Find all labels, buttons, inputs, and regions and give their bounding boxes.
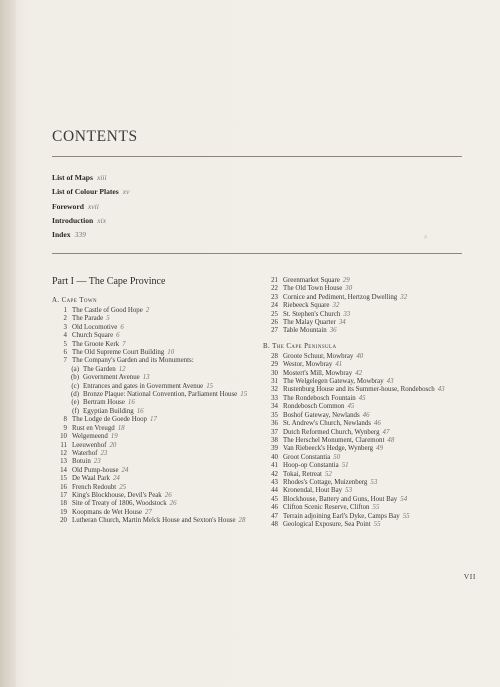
contents-entry [52, 399, 257, 407]
entry-number: 27 [271, 327, 278, 335]
entry-page: 10 [167, 349, 175, 357]
entry-page: 46 [373, 420, 381, 428]
entry-number: 45 [271, 495, 278, 503]
front-matter-page: 339 [74, 230, 86, 240]
entry-title: Table Mountain [283, 327, 327, 335]
entry-page: 32 [332, 302, 340, 310]
entry-text-wrap [283, 277, 468, 285]
contents-entry [263, 294, 468, 302]
entry-page: 26 [164, 491, 172, 499]
contents-entry [52, 484, 257, 492]
entry-number: 12 [60, 449, 67, 457]
entry-page: 51 [341, 462, 349, 470]
contents-entry [263, 487, 468, 495]
entry-title: Clifton Scenic Reserve, Clifton [283, 504, 370, 512]
contents-entry [263, 412, 468, 420]
front-matter-label: Foreword [52, 201, 84, 211]
entry-title: Tokai, Retreat [283, 470, 322, 478]
contents-entry [263, 370, 468, 378]
entry-page: 26 [169, 500, 177, 508]
entry-number: 18 [60, 500, 67, 508]
entry-page: 13 [142, 374, 150, 382]
contents-entry [263, 395, 468, 403]
entry-number: (c) [71, 382, 79, 390]
front-matter-page: xv [122, 187, 130, 197]
entry-title: Koopmans de Wet House [72, 508, 142, 516]
contents-entry [52, 425, 257, 433]
entry-text-wrap [72, 509, 257, 517]
contents-entry [52, 500, 257, 508]
entry-number: 30 [271, 369, 278, 377]
contents-entry [263, 445, 468, 453]
contents-entry [263, 361, 468, 369]
entry-text-wrap [283, 462, 468, 470]
contents-entry [52, 332, 257, 340]
entry-page: 25 [119, 483, 127, 491]
entry-text-wrap [283, 319, 468, 327]
entry-text-wrap [283, 445, 468, 453]
entry-number: 37 [271, 428, 278, 436]
front-matter-item [52, 172, 352, 186]
front-matter-item [52, 201, 352, 215]
entry-page: 6 [120, 323, 124, 331]
contents-entry [52, 467, 257, 475]
entry-number: 6 [63, 349, 67, 357]
front-matter-item [52, 186, 352, 200]
entry-number: 43 [271, 478, 278, 486]
contents-entry [52, 450, 257, 458]
entry-page: 7 [122, 340, 126, 348]
contents-entry [263, 386, 468, 394]
entry-title: The Old Supreme Court Building [72, 349, 165, 357]
entry-text-wrap [72, 425, 257, 433]
entry-page: 16 [136, 407, 144, 415]
entry-number: 35 [271, 411, 278, 419]
entry-page: 33 [343, 310, 351, 318]
entry-number: (a) [71, 365, 79, 373]
contents-entry [263, 479, 468, 487]
entry-page: 42 [355, 369, 363, 377]
entry-text-wrap [283, 521, 468, 529]
entry-title: Government Avenue [83, 374, 140, 382]
contents-entry [52, 458, 257, 466]
entry-title: De Waal Park [72, 475, 110, 483]
contents-entry [52, 383, 257, 391]
entry-text-wrap [72, 500, 257, 508]
entry-page: 49 [376, 445, 384, 453]
entry-number: 11 [60, 441, 67, 449]
entry-text-wrap [72, 324, 257, 332]
entry-text-wrap [283, 302, 468, 310]
entry-text-wrap [72, 433, 257, 441]
entry-page: 15 [206, 382, 214, 390]
entry-page: 55 [372, 504, 380, 512]
entry-title: Old Locomotive [72, 323, 118, 331]
contents-entry [52, 408, 257, 416]
entry-page: 12 [118, 365, 126, 373]
entry-number: 39 [271, 445, 278, 453]
contents-entry [263, 378, 468, 386]
entry-title: Riebeeck Square [283, 302, 330, 310]
contents-column-right [263, 277, 468, 529]
entry-number: 32 [271, 386, 278, 394]
entry-title: Church Square [72, 332, 114, 340]
entry-number: 5 [63, 340, 67, 348]
entry-page: 34 [338, 319, 346, 327]
front-matter-page: xix [97, 215, 107, 225]
entry-title: Egyptian Building [83, 407, 134, 415]
entry-title: The Castle of Good Hope [72, 307, 143, 314]
entry-title: Rhodes's Cottage, Muizenberg [283, 478, 368, 486]
entry-page: 45 [347, 403, 355, 411]
entry-number: 9 [63, 424, 67, 432]
entry-text-wrap [283, 496, 468, 504]
entry-title: The Lodge de Goede Hoop [72, 416, 148, 424]
contents-entry [52, 349, 257, 357]
entry-page: 20 [109, 441, 117, 449]
front-matter-label: Index [52, 230, 71, 240]
entry-text-wrap [283, 429, 468, 437]
entry-page: 55 [373, 520, 381, 528]
entry-title: Site of Treaty of 1806, Woodstock [72, 500, 167, 508]
entry-text-wrap [283, 487, 468, 495]
contents-entry [52, 442, 257, 450]
entry-title: Botuin [72, 458, 91, 466]
entry-number: 34 [271, 403, 278, 411]
entry-title: The Herschel Monument, Claremont [283, 436, 385, 444]
contents-entry [52, 366, 257, 374]
entry-number: (f) [72, 407, 79, 415]
entry-number: 4 [63, 332, 67, 340]
entry-list-right-b [263, 353, 468, 530]
front-matter-list [52, 172, 352, 243]
contents-entry [52, 357, 257, 365]
entry-page: 53 [370, 478, 378, 486]
entry-title: Mostert's Mill, Mowbray [283, 369, 353, 377]
entry-number: 23 [271, 293, 278, 301]
entry-text-wrap [72, 450, 257, 458]
entry-page: 18 [117, 424, 125, 432]
entry-number: 14 [60, 466, 67, 474]
entry-title: Van Riebeeck's Hedge, Wynberg [283, 445, 374, 453]
entry-title: Groot Constantia [283, 453, 331, 461]
entry-title: Hoop-op Constantia [283, 462, 339, 470]
entry-page: 45 [358, 394, 366, 402]
entry-page: 15 [240, 391, 248, 399]
entry-title: French Redoubt [72, 483, 117, 491]
entry-text-wrap [72, 442, 257, 450]
entry-title: Old Pump-house [72, 466, 119, 474]
entry-text-wrap [72, 484, 257, 492]
contents-entry [52, 307, 257, 315]
entry-text-wrap [283, 370, 468, 378]
entry-page: 54 [400, 495, 408, 503]
entry-text-wrap [283, 420, 468, 428]
entry-title: The Malay Quarter [283, 319, 336, 327]
contents-entry [263, 311, 468, 319]
entry-title: Lutheran Church, Martin Melck House and Sexton's House [72, 517, 236, 525]
entry-title: Blockhouse, Battery and Guns, Hout Bay [283, 495, 398, 503]
entry-title: Bertram House [83, 399, 125, 407]
entry-number: 42 [271, 470, 278, 478]
section-heading-cape-peninsula: B. The Cape Peninsula [263, 342, 337, 350]
entry-text-wrap [283, 479, 468, 487]
entry-number: 15 [60, 475, 67, 483]
entry-page: 17 [150, 416, 157, 424]
entry-number: 36 [271, 420, 278, 428]
entry-text-wrap [283, 294, 468, 302]
entry-number: 22 [271, 285, 278, 293]
entry-text-wrap [83, 374, 257, 382]
part-title: Part I — The Cape Province [52, 276, 166, 287]
page-folio: VII [463, 572, 476, 581]
contents-entry [52, 475, 257, 483]
entry-title: St. Stephen's Church [283, 310, 341, 318]
entry-title: Waterhof [72, 449, 98, 457]
contents-entry [263, 454, 468, 462]
entry-title: The Parade [72, 315, 104, 323]
entry-page: 43 [386, 378, 394, 386]
entry-text-wrap [283, 504, 468, 512]
entry-page: 24 [121, 466, 129, 474]
entry-title: Rondebosch Common [283, 403, 345, 411]
entry-text-wrap [72, 349, 257, 357]
entry-title: St. Andrew's Church, Newlands [283, 420, 371, 428]
front-matter-label: Introduction [52, 215, 94, 225]
entry-text-wrap [283, 327, 468, 335]
entry-number: 46 [271, 504, 278, 512]
contents-entry [52, 492, 257, 500]
contents-entry [263, 504, 468, 512]
contents-entry [52, 374, 257, 382]
entry-title: The Welgelegen Gateway, Mowbray [283, 378, 384, 386]
contents-entry [263, 403, 468, 411]
entry-title: Welgemeend [72, 433, 108, 441]
entry-text-wrap [72, 341, 257, 349]
entry-number: 41 [271, 462, 278, 470]
contents-entry [52, 509, 257, 517]
entry-page: 19 [110, 433, 118, 441]
entry-text-wrap [72, 357, 257, 365]
entry-page: 52 [324, 470, 332, 478]
entry-text-wrap [283, 437, 468, 445]
entry-title: Bronze Plaque: National Convention, Parliament House [83, 391, 238, 399]
entry-number: 20 [60, 517, 67, 525]
middle-rule [52, 253, 462, 254]
entry-page: 6 [116, 332, 120, 340]
entry-text-wrap [283, 513, 468, 521]
entry-number: 29 [271, 361, 278, 369]
entry-number: 21 [271, 277, 278, 284]
top-rule [52, 156, 462, 157]
margin-mark: ^ [424, 234, 428, 242]
page-gutter-shadow [0, 0, 16, 687]
entry-text-wrap [283, 471, 468, 479]
contents-entry [52, 391, 257, 399]
entry-page: 46 [362, 411, 370, 419]
entry-number: 40 [271, 453, 278, 461]
contents-entry [263, 521, 468, 529]
contents-entry [52, 324, 257, 332]
entry-list-right-a [263, 277, 468, 336]
contents-entry [263, 462, 468, 470]
entry-text-wrap [283, 454, 468, 462]
contents-entry [52, 433, 257, 441]
entry-text-wrap [283, 285, 468, 293]
entry-number: (b) [70, 374, 79, 382]
entry-text-wrap [83, 383, 257, 391]
front-matter-item [52, 229, 352, 243]
front-matter-label: List of Maps [52, 173, 93, 182]
front-matter-item [52, 215, 352, 229]
entry-title: The Company's Garden and its Monuments: [72, 357, 194, 365]
entry-number: 13 [60, 458, 67, 466]
entry-text-wrap [283, 412, 468, 420]
entry-title: Boshof Gateway, Newlands [283, 411, 360, 419]
entry-number: 28 [271, 352, 278, 360]
entry-number: 16 [60, 483, 67, 491]
contents-entry [52, 517, 257, 525]
entry-text-wrap [283, 378, 468, 386]
entry-text-wrap [72, 458, 257, 466]
entry-title: The Old Town House [283, 285, 343, 293]
entry-page: 53 [345, 487, 353, 495]
entry-number: 3 [63, 323, 67, 331]
front-matter-label: List of Colour Plates [52, 187, 119, 197]
entry-text-wrap [72, 467, 257, 475]
contents-entry [52, 416, 257, 424]
entry-text-wrap [72, 517, 257, 525]
entry-number: 48 [271, 520, 278, 528]
contents-entry [263, 429, 468, 437]
entry-title: The Garden [83, 365, 116, 373]
contents-heading: CONTENTS [52, 128, 138, 145]
entry-page: 2 [145, 307, 150, 314]
entry-number: 8 [63, 416, 67, 424]
entry-page: 16 [127, 399, 135, 407]
contents-entry [263, 327, 468, 335]
entry-text-wrap [83, 399, 257, 407]
entry-page: 5 [106, 315, 110, 323]
entry-number: 25 [271, 310, 278, 318]
entry-page: 23 [100, 449, 108, 457]
contents-column-left [52, 297, 257, 526]
entry-text-wrap [72, 315, 257, 323]
front-matter-page: xvii [87, 201, 99, 211]
entry-text-wrap [72, 416, 257, 424]
entry-number: 24 [271, 302, 278, 310]
entry-title: The Groote Kerk [72, 340, 120, 348]
section-heading-cape-town: A. Cape Town [52, 297, 98, 304]
entry-number: (d) [70, 391, 79, 399]
entry-title: Terrain adjoining Earl's Dyke, Camps Bay [283, 512, 400, 520]
entry-title: King's Blockhouse, Devil's Peak [72, 491, 162, 499]
entry-page: 30 [345, 285, 353, 293]
entry-title: Entrances and gates in Government Avenue [83, 382, 204, 390]
entry-text-wrap [283, 311, 468, 319]
contents-entry [52, 315, 257, 323]
entry-page: 32 [400, 293, 408, 301]
entry-page: 47 [382, 428, 390, 436]
entry-number: (e) [71, 399, 79, 407]
entry-page: 50 [333, 453, 341, 461]
entry-page: 29 [342, 277, 350, 284]
contents-entry [263, 285, 468, 293]
contents-entry [263, 302, 468, 310]
entry-title: Geological Exposure, Sea Point [283, 520, 371, 528]
entry-number: 2 [63, 315, 67, 323]
entry-number: 44 [271, 487, 278, 495]
entry-number: 10 [60, 433, 67, 441]
entry-title: Cornice and Pediment, Hertzog Dwelling [283, 293, 398, 301]
entry-number: 7 [63, 357, 67, 365]
entry-title: The Rondebosch Fountain [283, 394, 356, 402]
contents-entry [263, 353, 468, 361]
entry-title: Groote Schuur, Mowbray [283, 352, 354, 360]
entry-page: 23 [93, 458, 101, 466]
entry-number: 1 [63, 307, 67, 314]
entry-title: Greenmarket Square [283, 277, 340, 284]
entry-page: 48 [387, 436, 395, 444]
entry-page: 43 [437, 386, 445, 394]
entry-number: 38 [271, 436, 278, 444]
entry-page: 40 [356, 352, 364, 360]
contents-entry [263, 277, 468, 285]
entry-title: Kronendal, Hout Bay [283, 487, 343, 495]
entry-text-wrap [283, 353, 468, 361]
entry-number: 33 [271, 394, 278, 402]
entry-number: 47 [271, 512, 278, 520]
entry-title: Rust en Vreugd [72, 424, 115, 432]
entry-text-wrap [283, 403, 468, 411]
entry-number: 17 [60, 491, 67, 499]
contents-entry [263, 420, 468, 428]
contents-entry [52, 341, 257, 349]
entry-text-wrap [72, 307, 257, 315]
entry-text-wrap [72, 492, 257, 500]
entry-page: 28 [238, 517, 246, 525]
entry-page: 36 [329, 327, 337, 335]
entry-number: 19 [60, 508, 67, 516]
entry-text-wrap [72, 475, 257, 483]
entry-title: Leeuwenhof [72, 441, 107, 449]
contents-entry [263, 437, 468, 445]
front-matter-page: xiii [96, 173, 107, 182]
entry-title: Dutch Reformed Church, Wynberg [283, 428, 380, 436]
contents-entry [263, 471, 468, 479]
entry-text-wrap [83, 391, 257, 399]
contents-entry [263, 513, 468, 521]
entry-page: 41 [335, 361, 343, 369]
entry-page: 55 [402, 512, 410, 520]
entry-number: 31 [271, 378, 278, 386]
entry-text-wrap [283, 386, 468, 394]
entry-text-wrap [83, 408, 257, 416]
entry-text-wrap [283, 361, 468, 369]
entry-text-wrap [283, 395, 468, 403]
entry-title: Rustenburg House and its Summer-house, Rondebosch [283, 386, 435, 394]
entry-page: 24 [112, 475, 120, 483]
contents-entry [263, 319, 468, 327]
entry-number: 26 [271, 319, 278, 327]
entry-text-wrap [83, 366, 257, 374]
entry-list-left [52, 307, 257, 526]
entry-text-wrap [72, 332, 257, 340]
entry-title: Westor, Mowbray [283, 361, 333, 369]
entry-page: 27 [144, 508, 152, 516]
contents-entry [263, 496, 468, 504]
